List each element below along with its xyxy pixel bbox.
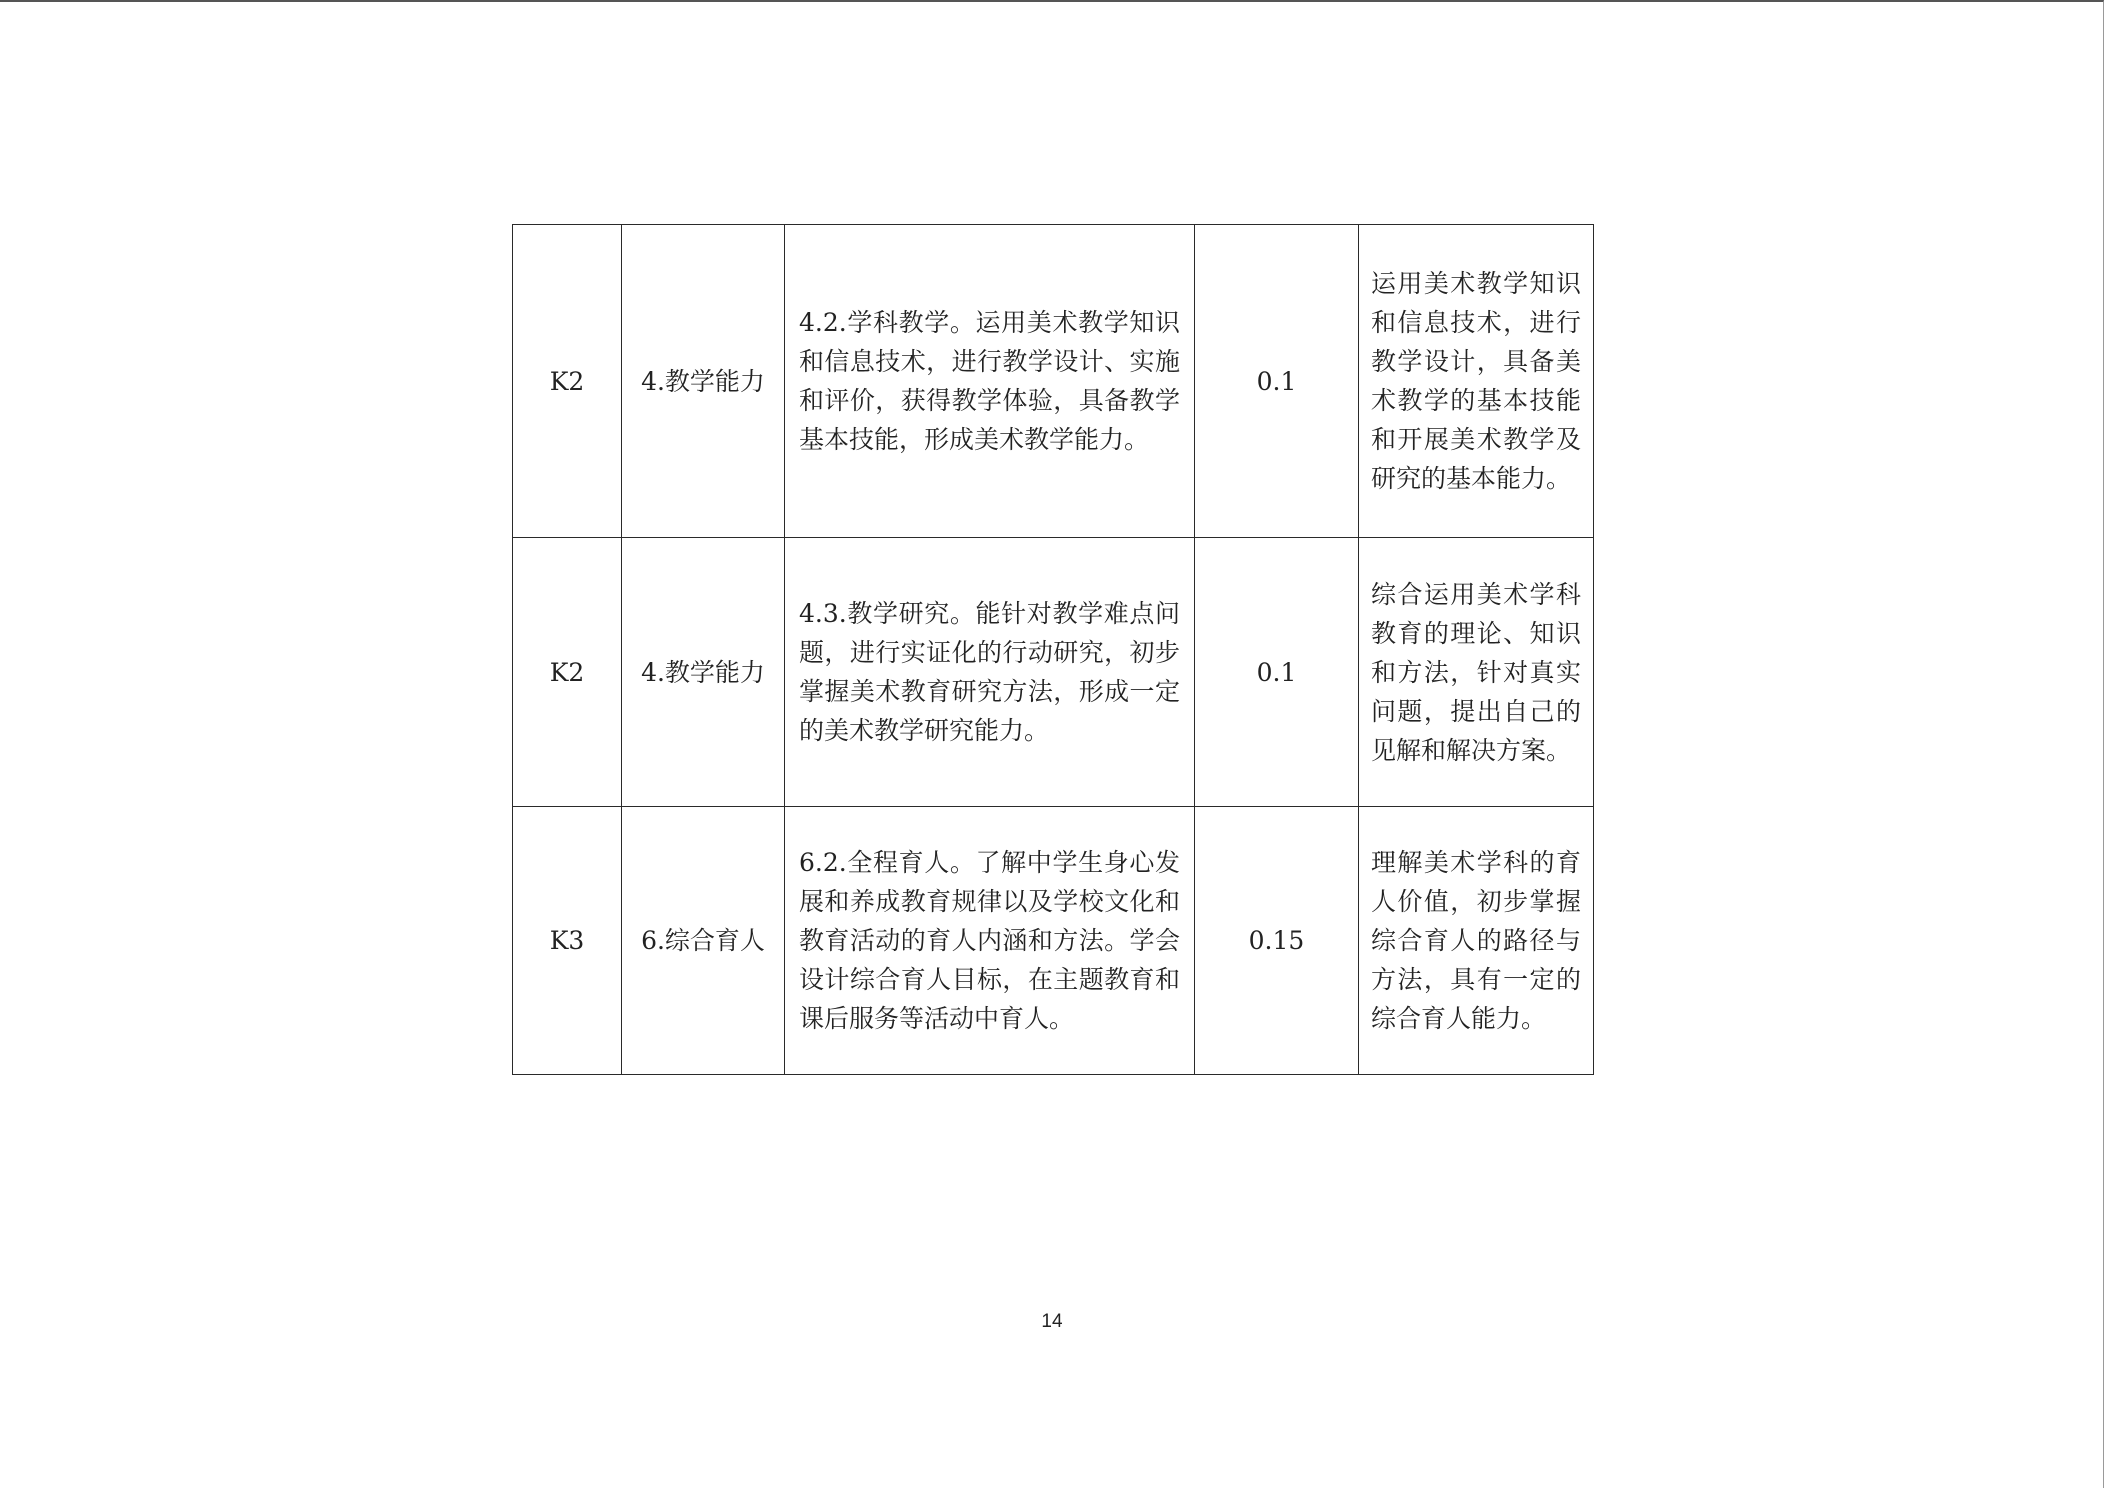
objective-cell: 理解美术学科的育人价值，初步掌握综合育人的路径与方法，具有一定的综合育人能力。: [1359, 807, 1594, 1075]
indicator-cell: 4.2.学科教学。运用美术教学知识和信息技术，进行教学设计、实施和评价，获得教学体验，具备教学基本技能，形成美术教学能力。: [785, 225, 1195, 538]
objective-cell: 综合运用美术学科教育的理论、知识和方法，针对真实问题，提出自己的见解和解决方案。: [1359, 538, 1594, 807]
ability-cell: 4.教学能力: [622, 538, 785, 807]
ability-cell: 6.综合育人: [622, 807, 785, 1075]
table-row: [513, 538, 1594, 807]
objective-cell: 运用美术教学知识和信息技术，进行教学设计，具备美术教学的基本技能和开展美术教学及研究的基本能力。: [1359, 225, 1594, 538]
table-row: [513, 807, 1594, 1075]
page-number: 14: [1041, 1311, 1063, 1332]
table-row: [513, 225, 1594, 538]
indicator-cell: 4.3.教学研究。能针对教学难点问题，进行实证化的行动研究，初步掌握美术教育研究方法，形成一定的美术教学研究能力。: [785, 538, 1195, 807]
row-code-cell: K3: [513, 807, 622, 1075]
weight-cell: 0.1: [1195, 538, 1359, 807]
row-code-cell: K2: [513, 538, 622, 807]
row-code-cell: K2: [513, 225, 622, 538]
course-objectives-table: [512, 224, 1594, 1075]
weight-cell: 0.15: [1195, 807, 1359, 1075]
weight-cell: 0.1: [1195, 225, 1359, 538]
ability-cell: 4.教学能力: [622, 225, 785, 538]
indicator-cell: 6.2.全程育人。了解中学生身心发展和养成教育规律以及学校文化和教育活动的育人内涵和方法。学会设计综合育人目标，在主题教育和课后服务等活动中育人。: [785, 807, 1195, 1075]
